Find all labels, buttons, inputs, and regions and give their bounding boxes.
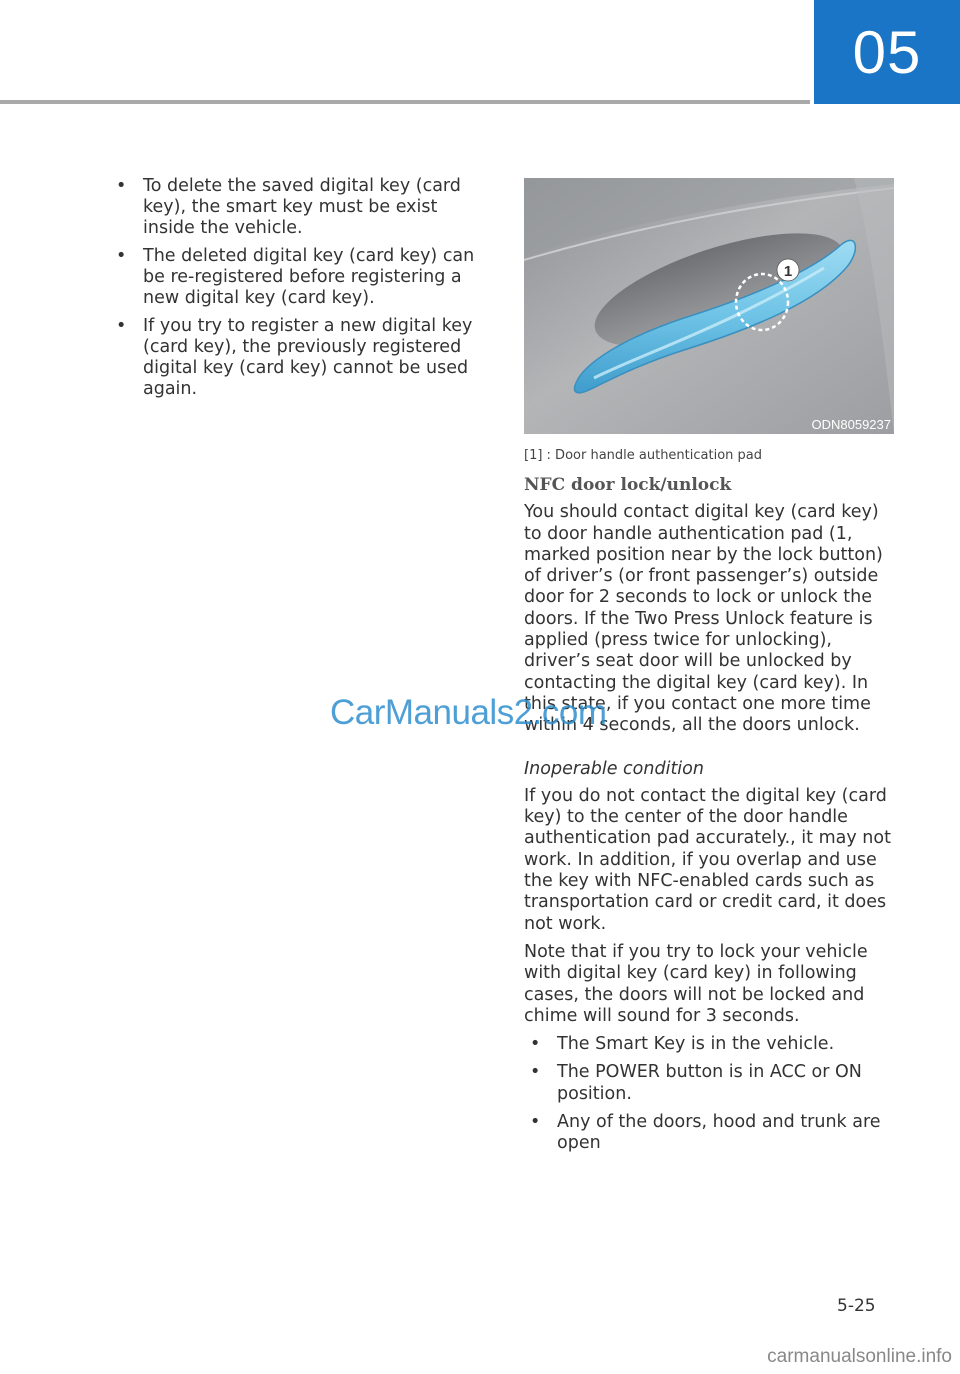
header-rule [0,100,810,104]
bullet-text: The POWER button is in ACC or ON position. [557,1062,862,1104]
watermark: CarManuals2.com [330,693,607,732]
door-handle-illustration [524,178,894,434]
bullet-text: The deleted digital key (card key) can be re-registered before registering a new digital key (card key). [143,246,475,308]
list-item [110,316,480,400]
nfc-paragraph: You should contact digital key (card key) to door handle authentication pad (1, marked position near by the lock button) of driver’s (or front passenger’s) outside door for 2 seconds to lock or unlock the doors. If the Two Press Unlock feature is applied (press twice for unlocking), driver’s seat door will be unlocked by contacting the digital key (card key). In this state, if you contact one more time within 4 seconds, all the doors unlock. [524,502,883,736]
bullet-dot: • [116,316,127,336]
bullet-dot: • [116,246,127,266]
nfc-heading: NFC door lock/unlock [524,475,732,495]
list-item [524,1062,896,1105]
bullet-text: Any of the doors, hood and trunk are open [557,1112,881,1154]
inoperable-heading: Inoperable condition [524,758,704,779]
bullet-dot: • [530,1034,541,1055]
bullet-dot: • [530,1062,541,1083]
inoperable-paragraph-2: Note that if you try to lock your vehicle with digital key (card key) in following cases, the doors will not be locked and chime will sound for 3 seconds. [524,941,868,1026]
list-item [524,1112,896,1155]
list-item [524,1034,896,1055]
callout-label: 1 [783,263,793,280]
bullet-text: If you try to register a new digital key (card key), the previously registered digital key (card key) cannot be used again. [143,316,473,399]
door-handle-figure [524,178,894,434]
page-number: 5-25 [837,1296,876,1316]
figure-code: ODN8059237 [811,417,891,432]
bullet-dot: • [530,1112,541,1133]
bullet-dot: • [116,176,127,196]
footer-site-mark: carmanualsonline.info [767,1346,952,1367]
inoperable-paragraph-1: If you do not contact the digital key (card key) to the center of the door handle authentication pad accurately., it may not work. In addition, if you overlap and use the key with NFC-enabled cards such as transportation card or credit card, it does not work. [524,785,891,934]
left-bullet-list [110,176,480,407]
bullet-text: To delete the saved digital key (card key), the smart key must be exist inside the vehicle. [143,176,461,238]
list-item [110,176,480,239]
right-column [524,447,896,1162]
bullet-text: The Smart Key is in the vehicle. [557,1034,835,1055]
list-item [110,246,480,309]
chapter-number: 05 [814,0,960,104]
figure-caption: [1] : Door handle authentication pad [524,448,762,463]
